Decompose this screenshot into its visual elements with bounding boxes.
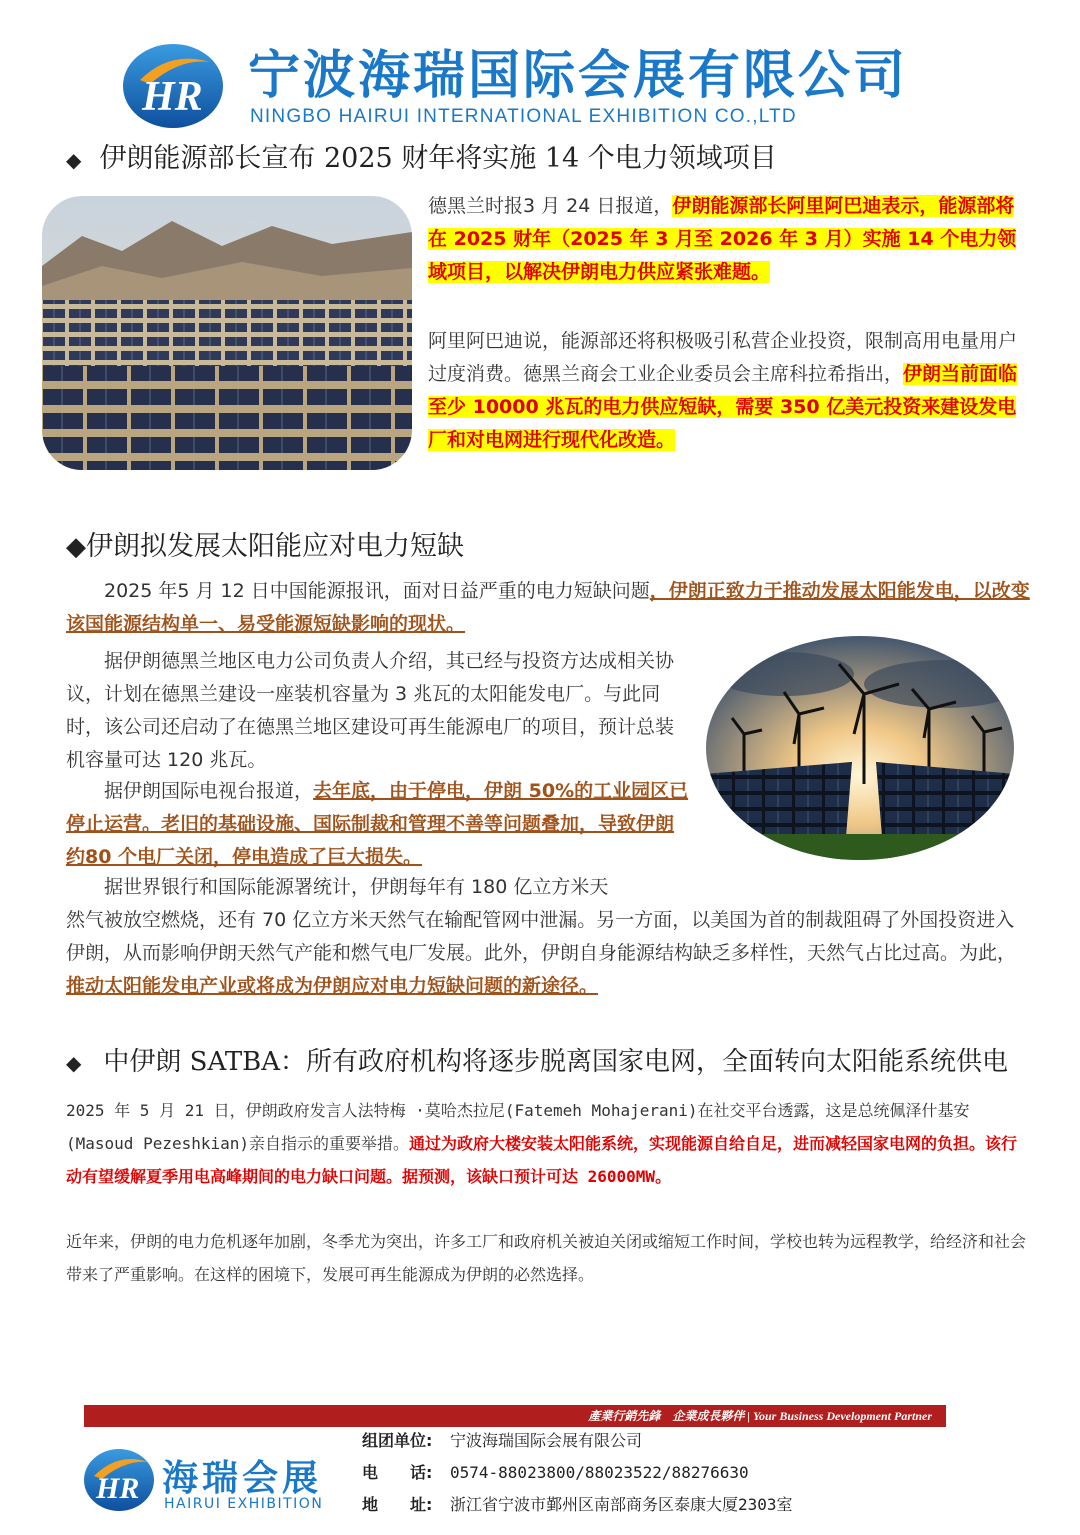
svg-text:HR: HR [96,1472,140,1505]
solar-farm-image [42,196,412,470]
article2-p3-text: 据伊朗国际电视台报道， [104,780,314,802]
article2-title: 伊朗拟发展太阳能应对电力短缺 [86,531,464,562]
bullet-icon: ◆ [66,532,86,562]
article2-heading [66,530,464,564]
article2-paragraph1 [66,575,1030,641]
article1-paragraph1 [428,190,1030,289]
footer-brand-cn: 海瑞会展 [162,1458,323,1499]
bullet-icon: ◆ [66,148,82,172]
article2-paragraph4-rest [66,904,1030,1003]
svg-text:HR: HR [142,74,203,120]
company-logo [120,40,226,132]
footer-phone-label: 电 话: [362,1463,433,1482]
article1-paragraph2 [428,325,1030,457]
article2-paragraph4-line1: 据世界银行和国际能源署统计，伊朗每年有 180 亿立方米天 [104,876,609,898]
article3-paragraph2: 近年来，伊朗的电力危机逐年加剧，冬季尤为突出，许多工厂和政府机关被迫关闭或缩短工作时间，学校也转为远程教学，给经济和社会带来了严重影响。在这样的困境下，发展可再生能源成为伊朗的必然选择。 [66,1232,1027,1284]
footer-slogan: 產業行銷先鋒 企業成長夥伴 | Your Business Development Partner [588,1409,932,1423]
bullet-icon: ◆ [66,1051,82,1075]
article2-p4-underlined: 推动太阳能发电产业或将成为伊朗应对电力短缺问题的新途径。 [66,975,599,997]
article1-p1-highlight: 伊朗能源部长阿里阿巴迪表示，能源部将在 2025 财年（2025 年 3 月至 2026 年 3 月）实施 14 个电力领域项目，以解决伊朗电力供应紧张难题。 [428,195,1017,283]
article2-paragraph2: 据伊朗德黑兰地区电力公司负责人介绍，其已经与投资方达成相关协议，计划在德黑兰建设一座装机容量为 3 兆瓦的太阳能发电厂。与此同时，该公司还启动了在德黑兰地区建设可再生能源电厂的项目，预计总装机容量可达 120 兆瓦。 [66,650,675,771]
footer-address-value: 浙江省宁波市鄞州区南部商务区泰康大厦2303室 [450,1495,793,1514]
article3-paragraph1 [66,1094,1030,1193]
article2-p4-text: 然气被放空燃烧，还有 70 亿立方米天然气在输配管网中泄漏。另一方面，以美国为首的制裁阻碍了外国投资进入伊朗，从而影响伊朗天然气产能和燃气电厂发展。此外，伊朗自身能源结构缺乏多样性，天然气占比过高。为此， [66,909,1017,964]
footer-banner [84,1405,946,1427]
article2-paragraph3 [66,775,690,874]
article1-p1-text: 德黑兰时报3 月 24 日报道， [428,195,673,217]
company-name-cn: 宁波海瑞国际会展有限公司 [248,46,909,106]
article2-p3-underlined: 去年底，由于停电，伊朗 50%的工业园区已停止运营。老旧的基础设施、国际制裁和管理不善等问题叠加，导致伊朗约80 个电厂关闭，停电造成了巨大损失。 [66,780,689,868]
footer-address-label: 地 址: [362,1495,433,1514]
article1-heading [66,142,777,177]
wind-solar-image [704,634,1016,862]
article3-title: 中伊朗 SATBA：所有政府机构将逐步脱离国家电网，全面转向太阳能系统供电 [103,1047,1009,1077]
footer-organizer-label: 组团单位: [362,1431,433,1450]
footer-phone [362,1460,749,1483]
article1-title: 伊朗能源部长宣布 2025 财年将实施 14 个电力领域项目 [99,143,777,174]
article3-heading [66,1045,1008,1080]
article2-p1-text: 2025 年5 月 12 日中国能源报讯，面对日益严重的电力短缺问题 [104,580,650,602]
footer-organizer [362,1428,642,1451]
footer-logo [82,1446,156,1514]
article1-p2-text: 阿里阿巴迪说，能源部还将积极吸引私营企业投资，限制高用电量用户过度消费。德黑兰商会工业企业委员会主席科拉希指出， [428,330,1018,385]
footer-organizer-value: 宁波海瑞国际会展有限公司 [450,1431,643,1450]
article3-p1-red: 通过为政府大楼安装太阳能系统，实现能源自给自足，进而减轻国家电网的负担。该行动有望缓解夏季用电高峰期间的电力缺口问题。据预测，该缺口预计可达 26000MW。 [66,1134,1018,1186]
footer-address [362,1492,793,1515]
footer-brand-en: HAIRUI EXHIBITION [164,1496,324,1512]
article2-p1-underlined: ，伊朗正致力于推动发展太阳能发电，以改变该国能源结构单一、易受能源短缺影响的现状。 [66,580,1030,635]
footer-phone-value: 0574-88023800/88023522/88276630 [450,1463,749,1482]
article1-p2-highlight: 伊朗当前面临至少 10000 兆瓦的电力供应短缺，需要 350 亿美元投资来建设发电厂和对电网进行现代化改造。 [428,363,1018,451]
company-name-en: NINGBO HAIRUI INTERNATIONAL EXHIBITION CO.,LTD [250,106,797,127]
article3-p1-text: 2025 年 5 月 21 日，伊朗政府发言人法特梅 ·莫哈杰拉尼(Fatemeh Mohajerani)在社交平台透露，这是总统佩泽什基安(Masoud Pezeshkian)亲自指示的重要举措。 [66,1101,970,1153]
